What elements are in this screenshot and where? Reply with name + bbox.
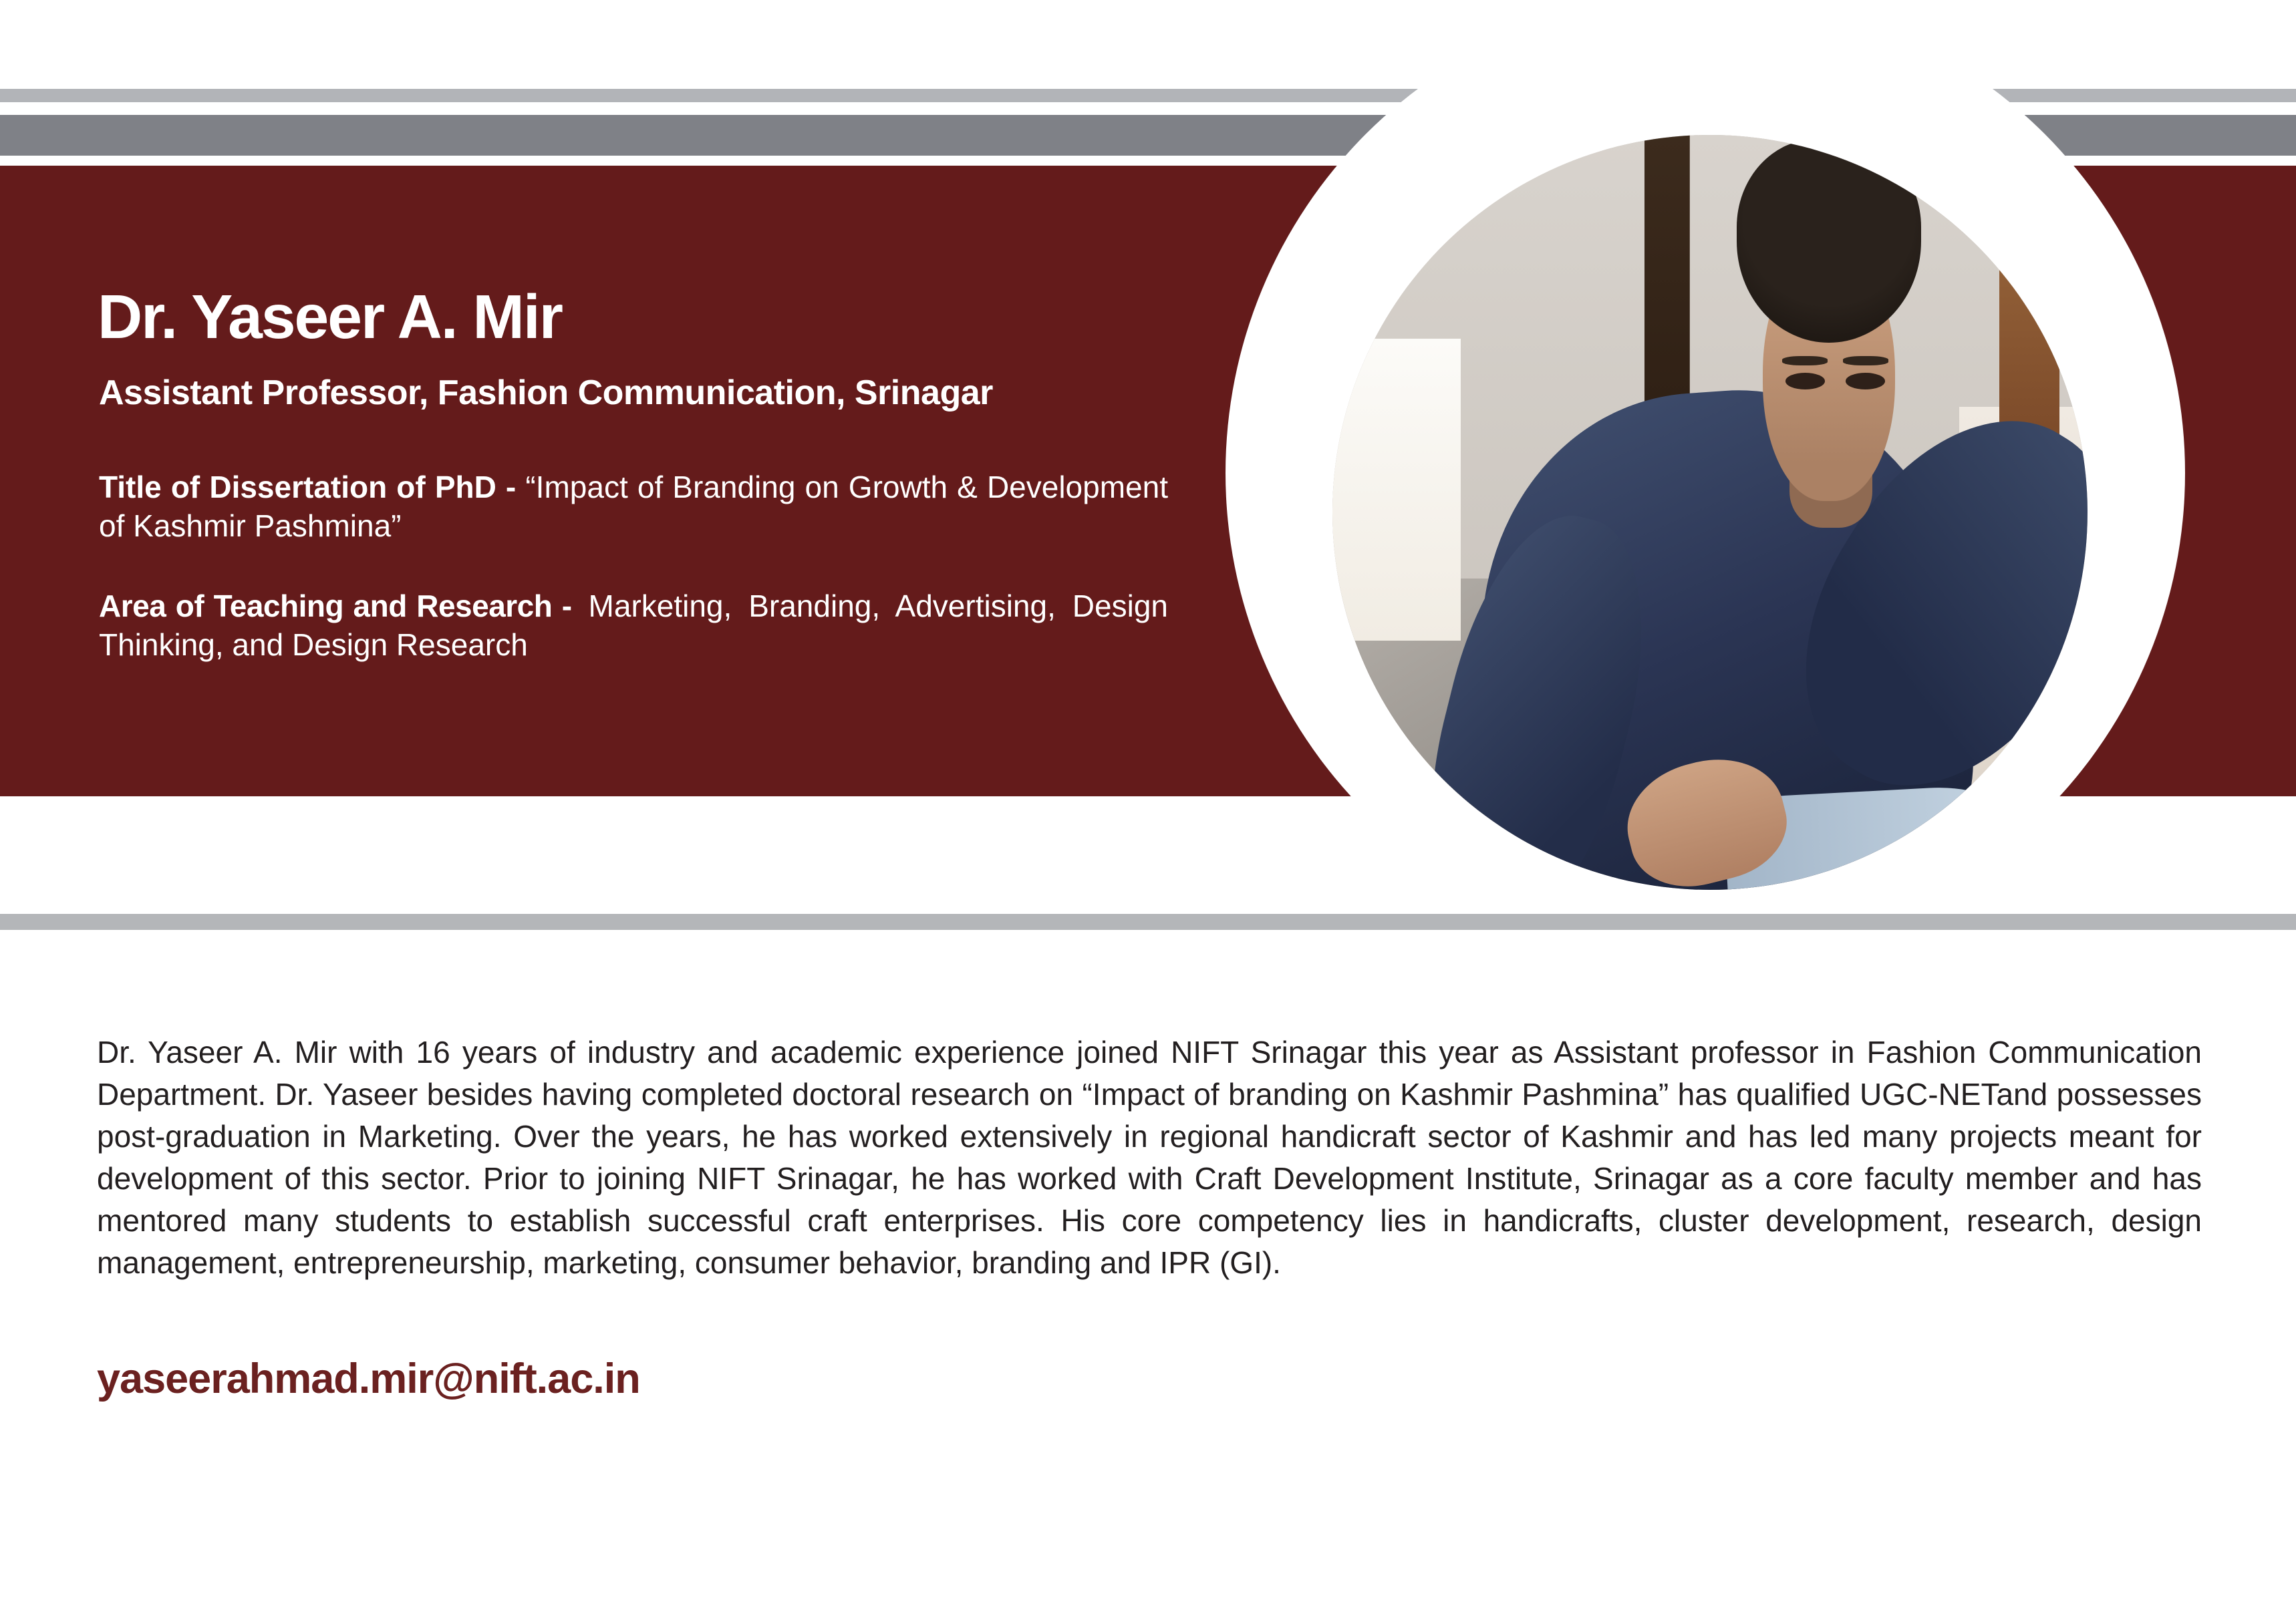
photo-person-eyebrow [1782, 356, 1828, 365]
photo-person-eyebrow [1843, 356, 1888, 365]
photo-person-hair [1737, 139, 1922, 343]
research-areas-label: Area of Teaching and Research - [99, 589, 572, 623]
profile-photo [1332, 135, 2088, 890]
email-link[interactable]: yaseerahmad.mir@nift.ac.in [97, 1355, 640, 1402]
faculty-role-subtitle: Assistant Professor, Fashion Communication, Srinagar [99, 373, 993, 412]
research-areas-value: Marketing, Branding, Advertising, Design Thinking, and Design Research [99, 589, 1168, 662]
photo-person-eye [1785, 373, 1825, 389]
dissertation-label: Title of Dissertation of PhD - [99, 470, 517, 504]
photo-person-eye [1846, 373, 1885, 389]
bottom-accent-stripe [0, 914, 2296, 930]
bio-paragraph: Dr. Yaseer A. Mir with 16 years of industry and academic experience joined NIFT Srinagar this year as Assistant professor in Fashion Communication Department. Dr. Yaseer besides having completed doctoral research on “Impact of branding on Kashmir Pashmina” has qualified UGC-NETand possesses post-graduation in Marketing. Over the years, he has worked extensively in regional handicraft sector of Kashmir and has led many projects meant for development of this sector. Prior to joining NIFT Srinagar, he has worked with Craft Development Institute, Srinagar as a core faculty member and has mentored many students to establish successful craft enterprises. His core competency lies in handicrafts, cluster development, research, design management, entrepreneurship, marketing, consumer behavior, branding and IPR (GI). [97, 1035, 2202, 1280]
dissertation-block [99, 468, 1168, 545]
research-areas-block [99, 587, 1168, 664]
dissertation-value: “Impact of Branding on Growth & Development of Kashmir Pashmina” [99, 470, 1168, 543]
faculty-name-heading: Dr. Yaseer A. Mir [98, 282, 562, 351]
